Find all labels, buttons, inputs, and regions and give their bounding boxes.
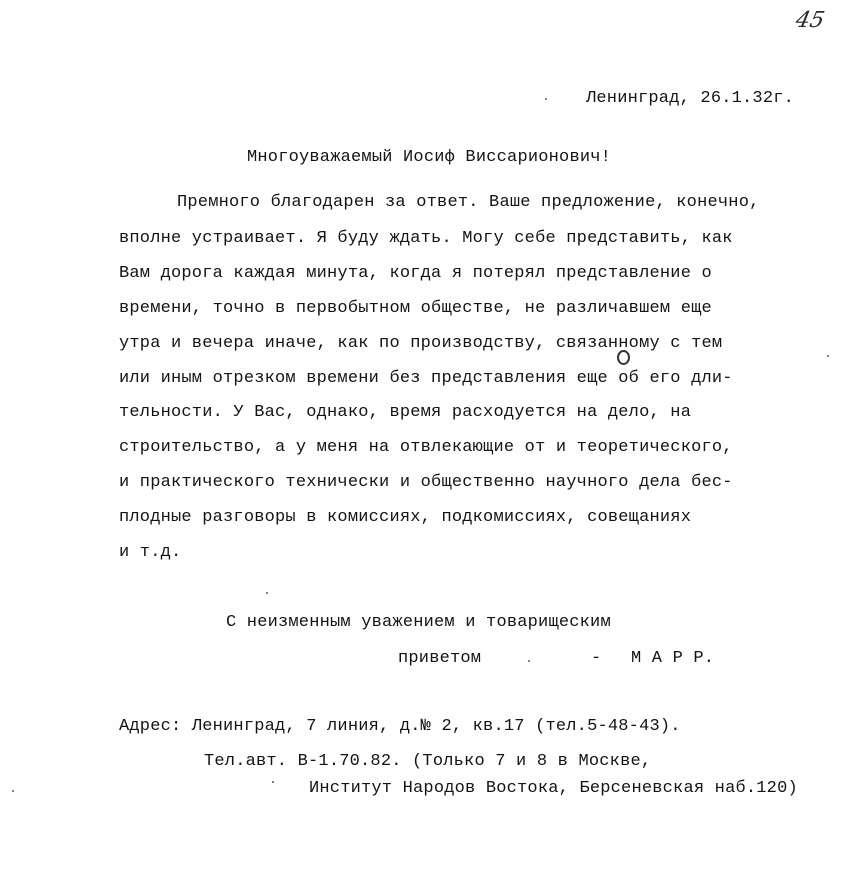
scan-speck <box>272 781 274 783</box>
scan-speck <box>545 98 547 100</box>
body-line: Вам дорога каждая минута, когда я потерял представление о <box>119 264 712 283</box>
institute-line: Институт Народов Востока, Берсеневская наб.120) <box>309 779 798 798</box>
phone-line: Тел.авт. В-1.70.82. (Только 7 и 8 в Москве, <box>204 752 652 771</box>
signature-dash: - <box>591 649 602 668</box>
signature: М А Р Р. <box>631 649 715 668</box>
body-line: строительство, а у меня на отвлекающие от и теоретического, <box>119 438 733 457</box>
scan-speck <box>266 592 268 594</box>
body-line: времени, точно в первобытном обществе, не различавшем еще <box>119 299 712 318</box>
body-line: тельности. У Вас, однако, время расходуется на дело, на <box>119 403 692 422</box>
body-line: и практического технически и общественно научного дела бес- <box>119 473 733 492</box>
scan-speck <box>528 660 530 662</box>
archive-page-number: 45 <box>793 8 827 33</box>
salutation: Многоуважаемый Иосиф Виссарионович! <box>247 148 612 167</box>
body-line: утра и вечера иначе, как по производству, связанному с тем <box>119 334 723 353</box>
closing-greeting: приветом <box>398 649 482 668</box>
scan-speck <box>12 790 14 792</box>
address-line: Адрес: Ленинград, 7 линия, д.№ 2, кв.17 (тел.5-48-43). <box>119 717 681 736</box>
closing-line: С неизменным уважением и товарищеским <box>226 613 611 632</box>
scan-speck <box>827 355 829 357</box>
body-line: или иным отрезком времени без представления еще об его дли- <box>119 369 733 388</box>
body-line: Премного благодарен за ответ. Ваше предложение, конечно, <box>177 193 760 212</box>
dateline: Ленинград, 26.1.32г. <box>586 89 795 108</box>
ink-ring-mark <box>617 350 630 365</box>
body-line: вполне устраивает. Я буду ждать. Могу себе представить, как <box>119 229 733 248</box>
body-line: плодные разговоры в комиссиях, подкомиссиях, совещаниях <box>119 508 692 527</box>
body-line: и т.д. <box>119 543 182 562</box>
